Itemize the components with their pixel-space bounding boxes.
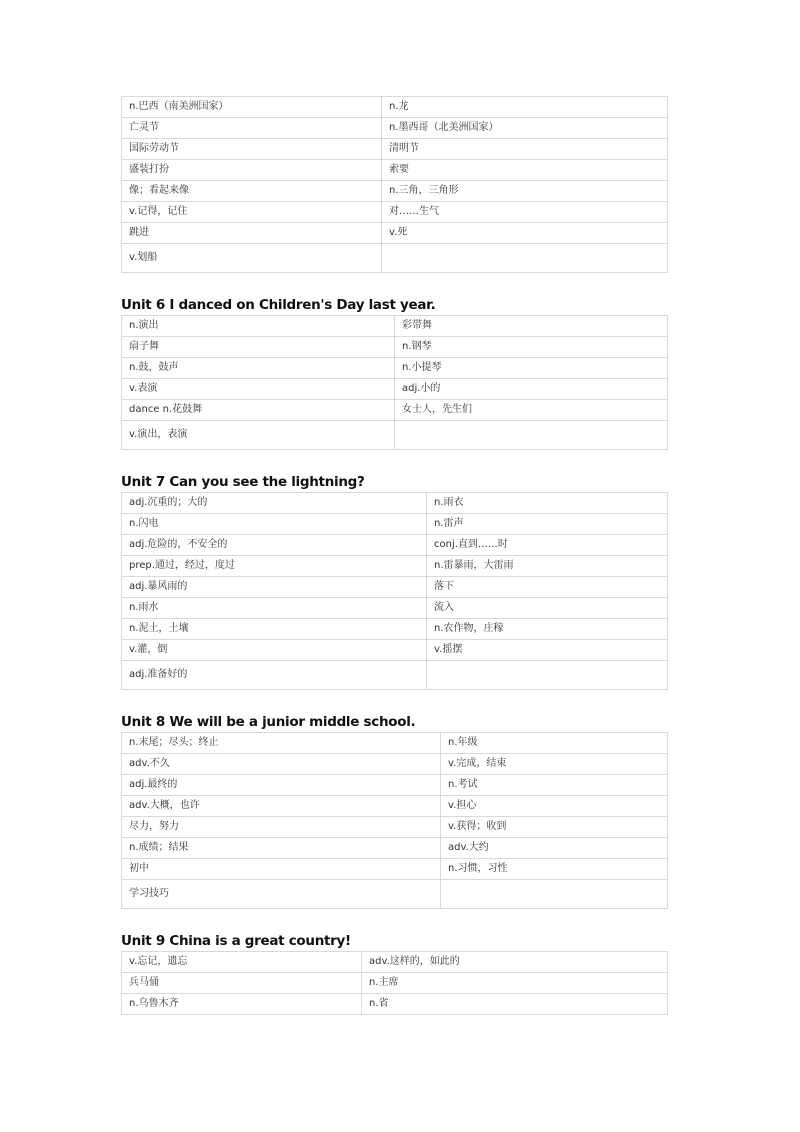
term-cell — [441, 880, 668, 909]
table-row — [122, 244, 668, 273]
table-row — [122, 337, 668, 358]
term-cell: n.农作物，庄稼 — [427, 619, 668, 640]
term-cell: n.雨水 — [122, 598, 427, 619]
term-cell: adj.暴风雨的 — [122, 577, 427, 598]
term-cell: adj.小的 — [395, 379, 668, 400]
term-cell: v.死 — [382, 223, 668, 244]
term-cell: n.主席 — [362, 973, 668, 994]
table-row — [122, 973, 668, 994]
term-cell: v.灌，倒 — [122, 640, 427, 661]
term-cell: adj.沉重的；大的 — [122, 493, 427, 514]
term-cell: n.钢琴 — [395, 337, 668, 358]
term-cell: v.忘记，遗忘 — [122, 952, 362, 973]
table-row — [122, 202, 668, 223]
vocab-table-unit9 — [121, 951, 668, 1015]
term-cell: n.小提琴 — [395, 358, 668, 379]
term-cell: n.年级 — [441, 733, 668, 754]
table-row — [122, 817, 668, 838]
term-cell: 落下 — [427, 577, 668, 598]
term-cell: adv.大概，也许 — [122, 796, 441, 817]
table-row — [122, 181, 668, 202]
term-cell: prep.通过，经过，度过 — [122, 556, 427, 577]
term-cell: v.摇摆 — [427, 640, 668, 661]
term-cell: 彩带舞 — [395, 316, 668, 337]
term-cell: 对……生气 — [382, 202, 668, 223]
term-cell: 像；看起来像 — [122, 181, 382, 202]
table-row — [122, 952, 668, 973]
term-cell: n.乌鲁木齐 — [122, 994, 362, 1015]
table-row — [122, 535, 668, 556]
term-cell: 扇子舞 — [122, 337, 395, 358]
table-row — [122, 994, 668, 1015]
vocab-table-unit8 — [121, 732, 668, 909]
unit-9-heading: Unit 9 China is a great country! — [121, 933, 351, 949]
unit-7-heading: Unit 7 Can you see the lightning? — [121, 474, 365, 490]
term-cell: n.雷声 — [427, 514, 668, 535]
term-cell: v.获得；收到 — [441, 817, 668, 838]
table-row — [122, 577, 668, 598]
term-cell — [382, 244, 668, 273]
table-row — [122, 493, 668, 514]
term-cell: 索要 — [382, 160, 668, 181]
term-cell: 学习技巧 — [122, 880, 441, 909]
term-cell: n.闪电 — [122, 514, 427, 535]
table-row — [122, 358, 668, 379]
table-row — [122, 556, 668, 577]
spacer — [121, 690, 667, 712]
table-row — [122, 598, 668, 619]
table-row — [122, 796, 668, 817]
term-cell: adj.最终的 — [122, 775, 441, 796]
unit-6-heading: Unit 6 I danced on Children's Day last year. — [121, 297, 436, 313]
term-cell: 盛装打扮 — [122, 160, 382, 181]
table-row — [122, 619, 668, 640]
term-cell: n.墨西哥（北美洲国家） — [382, 118, 668, 139]
table-row — [122, 859, 668, 880]
term-cell — [395, 421, 668, 450]
term-cell: adv.这样的，如此的 — [362, 952, 668, 973]
term-cell: v.表演 — [122, 379, 395, 400]
table-row — [122, 223, 668, 244]
table-row — [122, 775, 668, 796]
vocab-table-unit7 — [121, 492, 668, 690]
term-cell: 跳进 — [122, 223, 382, 244]
term-cell: v.划船 — [122, 244, 382, 273]
table-row — [122, 400, 668, 421]
term-cell — [427, 661, 668, 690]
vocab-table-unit6 — [121, 315, 668, 450]
term-cell: 清明节 — [382, 139, 668, 160]
term-cell: conj.直到……时 — [427, 535, 668, 556]
table-row — [122, 316, 668, 337]
table-row — [122, 838, 668, 859]
term-cell: n.考试 — [441, 775, 668, 796]
term-cell: n.成绩；结果 — [122, 838, 441, 859]
table-row — [122, 661, 668, 690]
table-row — [122, 733, 668, 754]
term-cell: 国际劳动节 — [122, 139, 382, 160]
term-cell: adj.准备好的 — [122, 661, 427, 690]
term-cell: n.雨衣 — [427, 493, 668, 514]
term-cell: n.巴西（南美洲国家） — [122, 97, 382, 118]
vocab-table-unit5 — [121, 96, 668, 273]
term-cell: v.担心 — [441, 796, 668, 817]
term-cell: n.鼓，鼓声 — [122, 358, 395, 379]
term-cell: v.完成，结束 — [441, 754, 668, 775]
term-cell: 亡灵节 — [122, 118, 382, 139]
term-cell: n.演出 — [122, 316, 395, 337]
term-cell: n.末尾；尽头；终止 — [122, 733, 441, 754]
table-row — [122, 421, 668, 450]
term-cell: n.龙 — [382, 97, 668, 118]
term-cell: n.雷暴雨，大雷雨 — [427, 556, 668, 577]
table-row — [122, 880, 668, 909]
term-cell: n.泥土，土壤 — [122, 619, 427, 640]
table-row — [122, 97, 668, 118]
unit-8-heading: Unit 8 We will be a junior middle school. — [121, 714, 416, 730]
term-cell: v.演出，表演 — [122, 421, 395, 450]
term-cell: 初中 — [122, 859, 441, 880]
table-row — [122, 514, 668, 535]
term-cell: 尽力，努力 — [122, 817, 441, 838]
term-cell: adv.不久 — [122, 754, 441, 775]
table-row — [122, 160, 668, 181]
table-row — [122, 118, 668, 139]
table-row — [122, 139, 668, 160]
term-cell: n.习惯，习性 — [441, 859, 668, 880]
document-page — [121, 96, 667, 1015]
spacer — [121, 450, 667, 472]
term-cell: 女士人，先生们 — [395, 400, 668, 421]
term-cell: v.记得，记住 — [122, 202, 382, 223]
spacer — [121, 909, 667, 931]
table-row — [122, 640, 668, 661]
term-cell: 流入 — [427, 598, 668, 619]
term-cell: n.省 — [362, 994, 668, 1015]
spacer — [121, 273, 667, 295]
term-cell: adv.大约 — [441, 838, 668, 859]
term-cell: adj.危险的，不安全的 — [122, 535, 427, 556]
term-cell: n.三角，三角形 — [382, 181, 668, 202]
table-row — [122, 379, 668, 400]
term-cell: dance n.花鼓舞 — [122, 400, 395, 421]
table-row — [122, 754, 668, 775]
term-cell: 兵马俑 — [122, 973, 362, 994]
